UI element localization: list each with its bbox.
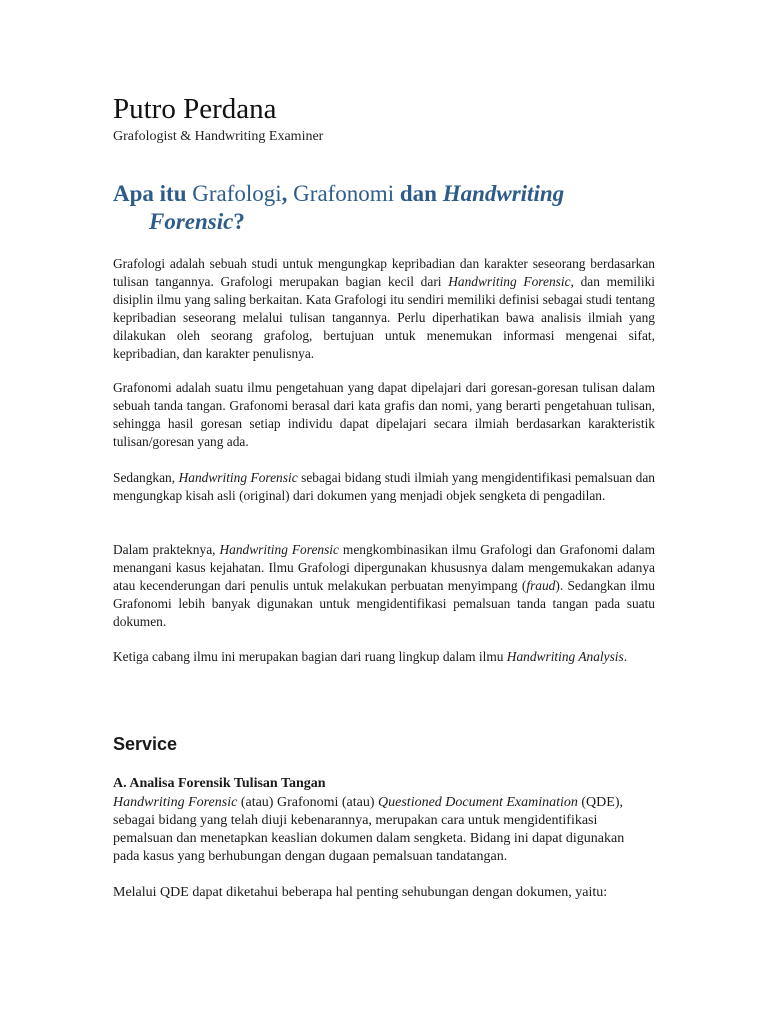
service-item-note: Melalui QDE dapat diketahui beberapa hal penting sehubungan dengan dokumen, yaitu: [113,885,608,900]
heading-part: Handwriting [436,181,565,206]
author-subtitle: Grafologist & Handwriting Examiner [113,129,324,144]
service-heading: Service [113,734,178,754]
service-item-title: A. Analisa Forensik Tulisan Tangan [113,776,326,791]
heading-part: Grafologi [186,181,282,206]
author-name: Putro Perdana [113,93,277,125]
paragraph-prakteknya: Dalam prakteknya, Handwriting Forensic mengkombinasikan ilmu Grafologi dan Grafonomi dalam menangani kasus kejahatan. Ilmu Grafologi dipergunakan khususnya dalam mengemukakan adanya atau kecenderungan dari penulis untuk melakukan perbuatan menyimpang (fraud). Sedangkan ilmu Grafonomi lebih banyak digunakan untuk mengidentifikasi pemalsuan tanda tangan pada suatu dokumen. [113,542,656,629]
paragraph-grafologi: Grafologi adalah sebuah studi untuk mengungkap kepribadian dan karakter seseorang berdasarkan tulisan tangannya. Grafologi merupakan bagian kecil dari Handwriting Forensic, dan memiliki disiplin ilmu yang saling berkaitan. Kata Grafologi itu sendiri memiliki definisi sebagai studi tentang kepribadian seseorang melalui tulisan tangannya. Perlu diperhatikan bawa analisis ilmiah yang dilakukan oleh seorang grafolog, bertujuan untuk menemukan informasi mengenai sifat, kepribadian, dan karakter penulisnya. [113,256,655,361]
heading-part: Forensic [149,209,234,234]
heading-part: ? [233,209,245,234]
paragraph-grafonomi: Grafonomi adalah suatu ilmu pengetahuan yang dapat dipelajari dari goresan-goresan tulisan dalam sebuah tanda tangan. Grafonomi berasal dari kata grafis dan nomi, yang berarti pengetahuan tulisan, sehingga hasil goresan setiap individu dapat dipelajari secara ilmiah berdasarkan karakteristik tulisan/goresan yang ada. [113,380,655,449]
service-item-description: Handwriting Forensic (atau) Grafonomi (atau) Questioned Document Examination (QDE), sebagai bidang yang telah diuji kebenarannya, merupakan cara untuk mengidentifikasi pemalsuan dan menetapkan keaslian dokumen dalam sengketa. Bidang ini dapat digunakan pada kasus yang berhubungan dengan dugaan pemalsuan tandatangan. [113,795,625,864]
heading-part: dan [399,181,437,206]
paragraph-handwriting-forensic: Sedangkan, Handwriting Forensic sebagai bidang studi ilmiah yang mengidentifikasi pemalsuan dan mengungkap kisah asli (original) dari dokumen yang menjadi objek sengketa di pengadilan. [113,470,655,503]
paragraph-ketiga-cabang: Ketiga cabang ilmu ini merupakan bagian dari ruang lingkup dalam ilmu Handwriting Analysis. [113,649,628,664]
heading-part: Grafonomi [287,181,400,206]
article-heading [113,180,653,236]
heading-part: Apa itu [113,181,187,206]
heading-part: , [281,181,288,206]
